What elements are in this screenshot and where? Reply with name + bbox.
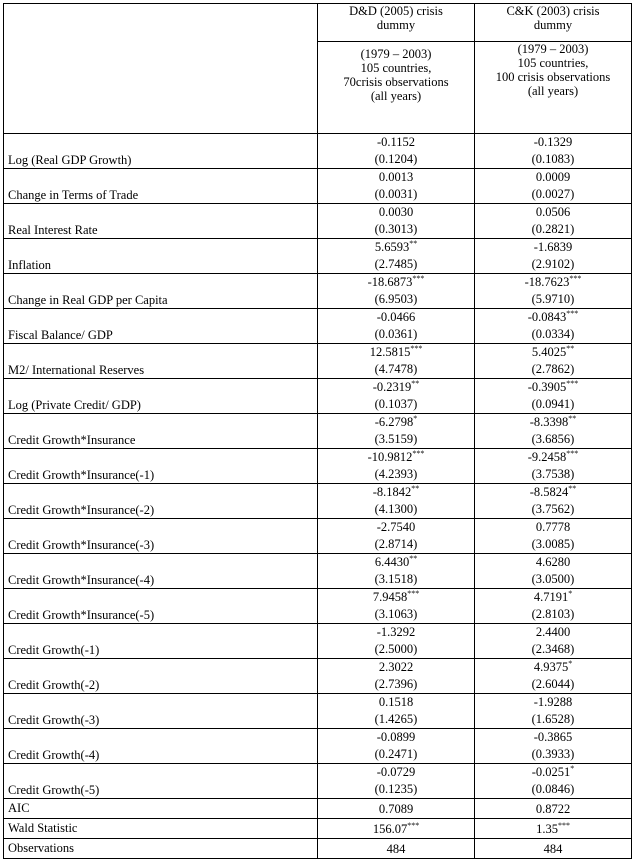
coefficient [475, 764, 631, 781]
standard-error: (0.1204) [374, 152, 418, 166]
coefficient [475, 134, 631, 151]
significance-stars: *** [566, 378, 579, 388]
coefficient-value: 0.0506 [535, 205, 571, 219]
coefficient-value: -0.0251 [531, 765, 571, 779]
coefficient [318, 449, 474, 466]
column-1-cell [318, 309, 475, 344]
coefficient [318, 484, 474, 501]
significance-stars: ** [568, 483, 577, 493]
coefficient-value: -0.2319 [372, 380, 412, 394]
standard-error: (2.8103) [531, 607, 575, 621]
coefficient-value: 5.4025 [531, 345, 567, 359]
coefficient-value: -9.2458 [527, 450, 567, 464]
row-label: Credit Growth(-5) [4, 764, 318, 799]
coefficient-value: -0.1152 [376, 135, 416, 149]
table-row [4, 484, 632, 519]
standard-error: (5.9710) [531, 292, 575, 306]
stat-value: 1.35 [536, 821, 558, 836]
coefficient-value: -18.7623 [524, 275, 570, 289]
column-2-cell [475, 204, 632, 239]
coefficient [475, 274, 631, 291]
column-2-stat [475, 799, 632, 819]
header-row [4, 4, 632, 42]
table-row [4, 624, 632, 659]
coefficient [475, 694, 631, 711]
coefficient [475, 589, 631, 606]
column-1-sample-line-3: 70crisis observations [343, 75, 449, 89]
column-2-cell [475, 484, 632, 519]
column-1-sample [318, 42, 475, 134]
standard-error: (3.6856) [531, 432, 575, 446]
stat-value: 484 [386, 841, 406, 856]
coefficient [475, 554, 631, 571]
coefficient-value: -0.1329 [533, 135, 573, 149]
coefficient [318, 379, 474, 396]
coefficient [318, 344, 474, 361]
standard-error: (1.6528) [531, 712, 575, 726]
table-row [4, 204, 632, 239]
column-1-stat [318, 819, 475, 839]
table-row [4, 414, 632, 449]
coefficient [318, 274, 474, 291]
table-row [4, 274, 632, 309]
significance-stars: * [570, 763, 575, 773]
table-row [4, 309, 632, 344]
stat-value: 0.8722 [535, 801, 571, 816]
column-1-cell [318, 239, 475, 274]
column-2-sample-line-2: 105 countries, [517, 56, 589, 70]
coefficient-value: 0.0030 [378, 205, 414, 219]
table-row [4, 239, 632, 274]
significance-stars: ** [409, 238, 418, 248]
column-1-sample-line-1: (1979 – 2003) [360, 47, 432, 61]
column-1-title-line-2: dummy [376, 18, 416, 32]
coefficient-value: -0.0843 [527, 310, 567, 324]
standard-error: (2.7396) [374, 677, 418, 691]
coefficient [318, 169, 474, 186]
column-2-cell [475, 624, 632, 659]
column-2-title-line-2: dummy [533, 18, 573, 32]
coefficient-value: -1.6839 [533, 240, 573, 254]
row-label: Change in Terms of Trade [4, 169, 318, 204]
standard-error: (3.1518) [374, 572, 418, 586]
standard-error: (0.3013) [374, 222, 418, 236]
coefficient [318, 239, 474, 256]
stat-row [4, 839, 632, 859]
column-2-sample-line-3: 100 crisis observations [495, 70, 611, 84]
column-1-cell [318, 554, 475, 589]
row-label: Log (Real GDP Growth) [4, 134, 318, 169]
standard-error: (0.0031) [374, 187, 418, 201]
coefficient-value: 4.6280 [535, 555, 571, 569]
column-1-cell [318, 414, 475, 449]
significance-stars: * [568, 658, 573, 668]
significance-stars: *** [407, 820, 420, 830]
column-1-stat [318, 839, 475, 859]
coefficient [475, 414, 631, 431]
table-row [4, 694, 632, 729]
regression-table [3, 3, 632, 859]
coefficient-value: 4.7191 [533, 590, 569, 604]
significance-stars: * [568, 588, 573, 598]
column-2-cell [475, 729, 632, 764]
stat-label: Wald Statistic [4, 819, 318, 839]
header-blank-cell [4, 4, 318, 134]
coefficient [475, 519, 631, 536]
standard-error: (2.7485) [374, 257, 418, 271]
coefficient-value: -8.5824 [529, 485, 569, 499]
coefficient-value: 0.1518 [378, 695, 414, 709]
column-2-cell [475, 134, 632, 169]
stat-row [4, 819, 632, 839]
coefficient-value: -8.1842 [372, 485, 412, 499]
column-2-cell [475, 659, 632, 694]
coefficient-value: 0.7778 [535, 520, 571, 534]
column-1-cell [318, 169, 475, 204]
significance-stars: ** [409, 553, 418, 563]
standard-error: (3.1063) [374, 607, 418, 621]
column-2-cell [475, 554, 632, 589]
column-2-title-line-1: C&K (2003) crisis [506, 4, 600, 18]
significance-stars: *** [557, 820, 570, 830]
coefficient-value: -0.0466 [376, 310, 416, 324]
column-1-title-line-1: D&D (2005) crisis [349, 4, 443, 18]
column-1-cell [318, 449, 475, 484]
coefficient [475, 309, 631, 326]
coefficient-value: 6.4430 [374, 555, 410, 569]
row-label: Credit Growth(-4) [4, 729, 318, 764]
coefficient [318, 519, 474, 536]
column-1-cell [318, 694, 475, 729]
table-row [4, 519, 632, 554]
standard-error: (4.1300) [374, 502, 418, 516]
coefficient-value: -8.3398 [529, 415, 569, 429]
row-label: Credit Growth*Insurance(-5) [4, 589, 318, 624]
standard-error: (3.0085) [531, 537, 575, 551]
column-1-cell [318, 484, 475, 519]
stat-value: 484 [543, 841, 563, 856]
column-2-cell [475, 379, 632, 414]
table-row [4, 589, 632, 624]
significance-stars: *** [407, 588, 420, 598]
coefficient [318, 624, 474, 641]
standard-error: (0.1235) [374, 782, 418, 796]
significance-stars: ** [411, 378, 420, 388]
standard-error: (2.6044) [531, 677, 575, 691]
standard-error: (0.0941) [531, 397, 575, 411]
coefficient-value: 7.9458 [372, 590, 408, 604]
row-label: M2/ International Reserves [4, 344, 318, 379]
coefficient [475, 169, 631, 186]
table-row [4, 344, 632, 379]
standard-error: (3.7538) [531, 467, 575, 481]
column-1-sample-line-2: 105 countries, [360, 61, 432, 75]
stat-label: Observations [4, 839, 318, 859]
table-row [4, 554, 632, 589]
column-2-cell [475, 694, 632, 729]
coefficient [475, 484, 631, 501]
coefficient [475, 659, 631, 676]
standard-error: (6.9503) [374, 292, 418, 306]
column-1-cell [318, 659, 475, 694]
table-row [4, 169, 632, 204]
coefficient [318, 134, 474, 151]
coefficient [318, 309, 474, 326]
coefficient-value: 4.9375 [533, 660, 569, 674]
table-row [4, 134, 632, 169]
column-2-cell [475, 764, 632, 799]
row-label: Log (Private Credit/ GDP) [4, 379, 318, 414]
significance-stars: *** [412, 448, 425, 458]
standard-error: (0.2471) [374, 747, 418, 761]
coefficient [475, 344, 631, 361]
standard-error: (2.5000) [374, 642, 418, 656]
column-2-sample-line-4: (all years) [527, 84, 579, 98]
column-1-cell [318, 274, 475, 309]
column-1-cell [318, 589, 475, 624]
standard-error: (3.0500) [531, 572, 575, 586]
coefficient [318, 589, 474, 606]
significance-stars: *** [410, 343, 423, 353]
coefficient-value: -1.9288 [533, 695, 573, 709]
standard-error: (0.2821) [531, 222, 575, 236]
coefficient-value: -18.6873 [367, 275, 413, 289]
coefficient-value: -0.3865 [533, 730, 573, 744]
column-2-sample [475, 42, 632, 134]
standard-error: (2.3468) [531, 642, 575, 656]
coefficient [318, 554, 474, 571]
standard-error: (0.3933) [531, 747, 575, 761]
column-2-cell [475, 169, 632, 204]
column-2-stat [475, 839, 632, 859]
standard-error: (3.5159) [374, 432, 418, 446]
column-1-cell [318, 344, 475, 379]
coefficient-value: -0.3905 [527, 380, 567, 394]
row-label: Fiscal Balance/ GDP [4, 309, 318, 344]
row-label: Credit Growth*Insurance(-1) [4, 449, 318, 484]
significance-stars: ** [568, 413, 577, 423]
coefficient [318, 729, 474, 746]
significance-stars: ** [411, 483, 420, 493]
standard-error: (2.9102) [531, 257, 575, 271]
row-label: Credit Growth*Insurance [4, 414, 318, 449]
coefficient-value: -1.3292 [376, 625, 416, 639]
coefficient [318, 659, 474, 676]
standard-error: (1.4265) [374, 712, 418, 726]
standard-error: (0.1037) [374, 397, 418, 411]
coefficient-value: -2.7540 [376, 520, 416, 534]
row-label: Real Interest Rate [4, 204, 318, 239]
coefficient [475, 379, 631, 396]
significance-stars: *** [569, 273, 582, 283]
column-1-cell [318, 379, 475, 414]
column-2-cell [475, 589, 632, 624]
coefficient [475, 449, 631, 466]
column-2-sample-line-1: (1979 – 2003) [517, 42, 589, 56]
significance-stars: *** [412, 273, 425, 283]
stat-label: AIC [4, 799, 318, 819]
coefficient-value: 0.0009 [535, 170, 571, 184]
column-1-sample-line-4: (all years) [370, 89, 422, 103]
standard-error: (0.0027) [531, 187, 575, 201]
column-1-cell [318, 624, 475, 659]
row-label: Credit Growth(-3) [4, 694, 318, 729]
standard-error: (2.7862) [531, 362, 575, 376]
column-2-cell [475, 274, 632, 309]
coefficient-value: 5.6593 [374, 240, 410, 254]
row-label: Credit Growth*Insurance(-2) [4, 484, 318, 519]
table-row [4, 379, 632, 414]
coefficient [475, 624, 631, 641]
column-2-title [475, 4, 632, 42]
stat-value: 0.7089 [378, 801, 414, 816]
row-label: Credit Growth*Insurance(-4) [4, 554, 318, 589]
column-2-cell [475, 519, 632, 554]
column-1-cell [318, 204, 475, 239]
table-row [4, 764, 632, 799]
table-row [4, 449, 632, 484]
column-1-cell [318, 729, 475, 764]
column-1-cell [318, 764, 475, 799]
significance-stars: *** [566, 448, 579, 458]
row-label: Credit Growth(-1) [4, 624, 318, 659]
coefficient-value: 2.4400 [535, 625, 571, 639]
significance-stars: * [413, 413, 418, 423]
coefficient [318, 694, 474, 711]
standard-error: (2.8714) [374, 537, 418, 551]
coefficient [318, 414, 474, 431]
column-2-cell [475, 309, 632, 344]
coefficient-value: 2.3022 [378, 660, 414, 674]
coefficient-value: -6.2798 [374, 415, 414, 429]
coefficient-value: -10.9812 [367, 450, 413, 464]
coefficient [475, 204, 631, 221]
coefficient [475, 239, 631, 256]
coefficient [318, 204, 474, 221]
standard-error: (0.0361) [374, 327, 418, 341]
coefficient-value: 12.5815 [369, 345, 411, 359]
standard-error: (4.7478) [374, 362, 418, 376]
column-1-stat [318, 799, 475, 819]
column-1-cell [318, 519, 475, 554]
row-label: Inflation [4, 239, 318, 274]
row-label: Credit Growth(-2) [4, 659, 318, 694]
row-label: Credit Growth*Insurance(-3) [4, 519, 318, 554]
column-2-cell [475, 449, 632, 484]
table-row [4, 729, 632, 764]
standard-error: (0.0846) [531, 782, 575, 796]
significance-stars: *** [566, 308, 579, 318]
coefficient-value: -0.0899 [376, 730, 416, 744]
standard-error: (3.7562) [531, 502, 575, 516]
coefficient-value: 0.0013 [378, 170, 414, 184]
column-1-title [318, 4, 475, 42]
row-label: Change in Real GDP per Capita [4, 274, 318, 309]
column-2-cell [475, 414, 632, 449]
table-row [4, 659, 632, 694]
column-2-stat [475, 819, 632, 839]
column-1-cell [318, 134, 475, 169]
coefficient [318, 764, 474, 781]
column-2-cell [475, 344, 632, 379]
column-2-cell [475, 239, 632, 274]
stat-row [4, 799, 632, 819]
coefficient-value: -0.0729 [376, 765, 416, 779]
standard-error: (0.0334) [531, 327, 575, 341]
significance-stars: ** [566, 343, 575, 353]
standard-error: (4.2393) [374, 467, 418, 481]
stat-value: 156.07 [372, 821, 408, 836]
standard-error: (0.1083) [531, 152, 575, 166]
coefficient [475, 729, 631, 746]
